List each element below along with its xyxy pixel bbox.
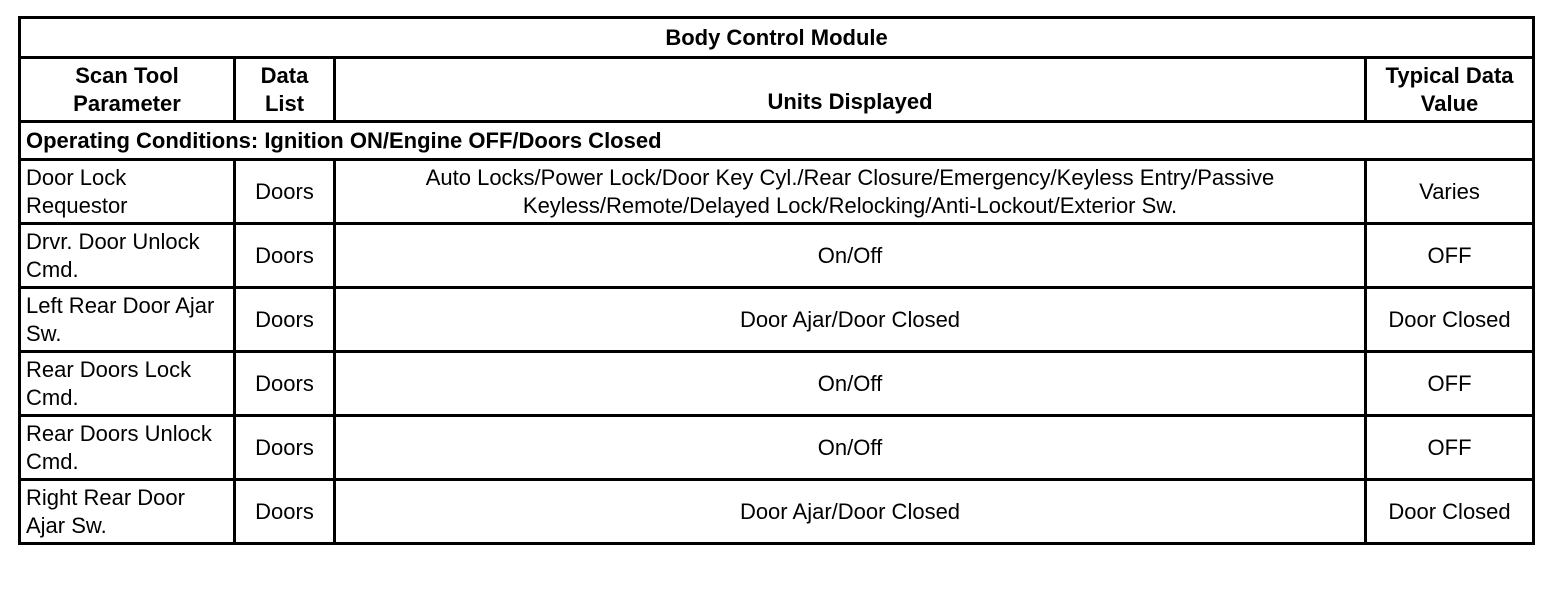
units-cell: On/Off [335, 352, 1366, 416]
parameter-cell: Rear Doors Lock Cmd. [20, 352, 235, 416]
units-cell: Door Ajar/Door Closed [335, 288, 1366, 352]
data-list-cell: Doors [235, 480, 335, 544]
data-list-cell: Doors [235, 224, 335, 288]
header-typical-data-value: Typical Data Value [1366, 58, 1534, 122]
header-data-list: Data List [235, 58, 335, 122]
parameter-cell: Drvr. Door Unlock Cmd. [20, 224, 235, 288]
parameter-cell: Rear Doors Unlock Cmd. [20, 416, 235, 480]
parameter-cell: Left Rear Door Ajar Sw. [20, 288, 235, 352]
table-row [20, 160, 1534, 224]
table-row [20, 224, 1534, 288]
data-list-cell: Doors [235, 416, 335, 480]
table-row [20, 288, 1534, 352]
units-cell: Auto Locks/Power Lock/Door Key Cyl./Rear Closure/Emergency/Keyless Entry/Passive Keyless/Remote/Delayed Lock/Relocking/Anti-Lockout/Exterior Sw. [335, 160, 1366, 224]
header-units-displayed: Units Displayed [335, 58, 1366, 122]
typical-value-cell: Varies [1366, 160, 1534, 224]
table-row [20, 416, 1534, 480]
units-cell: On/Off [335, 224, 1366, 288]
operating-conditions-row [20, 122, 1534, 160]
header-scan-tool-parameter: Scan Tool Parameter [20, 58, 235, 122]
body-control-module-table [18, 16, 1535, 545]
table-title: Body Control Module [20, 18, 1534, 58]
typical-value-cell: OFF [1366, 224, 1534, 288]
table-header-row [20, 58, 1534, 122]
units-cell: On/Off [335, 416, 1366, 480]
typical-value-cell: Door Closed [1366, 288, 1534, 352]
data-list-cell: Doors [235, 160, 335, 224]
typical-value-cell: Door Closed [1366, 480, 1534, 544]
table-title-row [20, 18, 1534, 58]
typical-value-cell: OFF [1366, 416, 1534, 480]
operating-conditions: Operating Conditions: Ignition ON/Engine OFF/Doors Closed [20, 122, 1534, 160]
units-cell: Door Ajar/Door Closed [335, 480, 1366, 544]
parameter-cell: Right Rear Door Ajar Sw. [20, 480, 235, 544]
table-row [20, 352, 1534, 416]
table-row [20, 480, 1534, 544]
typical-value-cell: OFF [1366, 352, 1534, 416]
parameter-cell: Door Lock Requestor [20, 160, 235, 224]
data-list-cell: Doors [235, 288, 335, 352]
data-list-cell: Doors [235, 352, 335, 416]
